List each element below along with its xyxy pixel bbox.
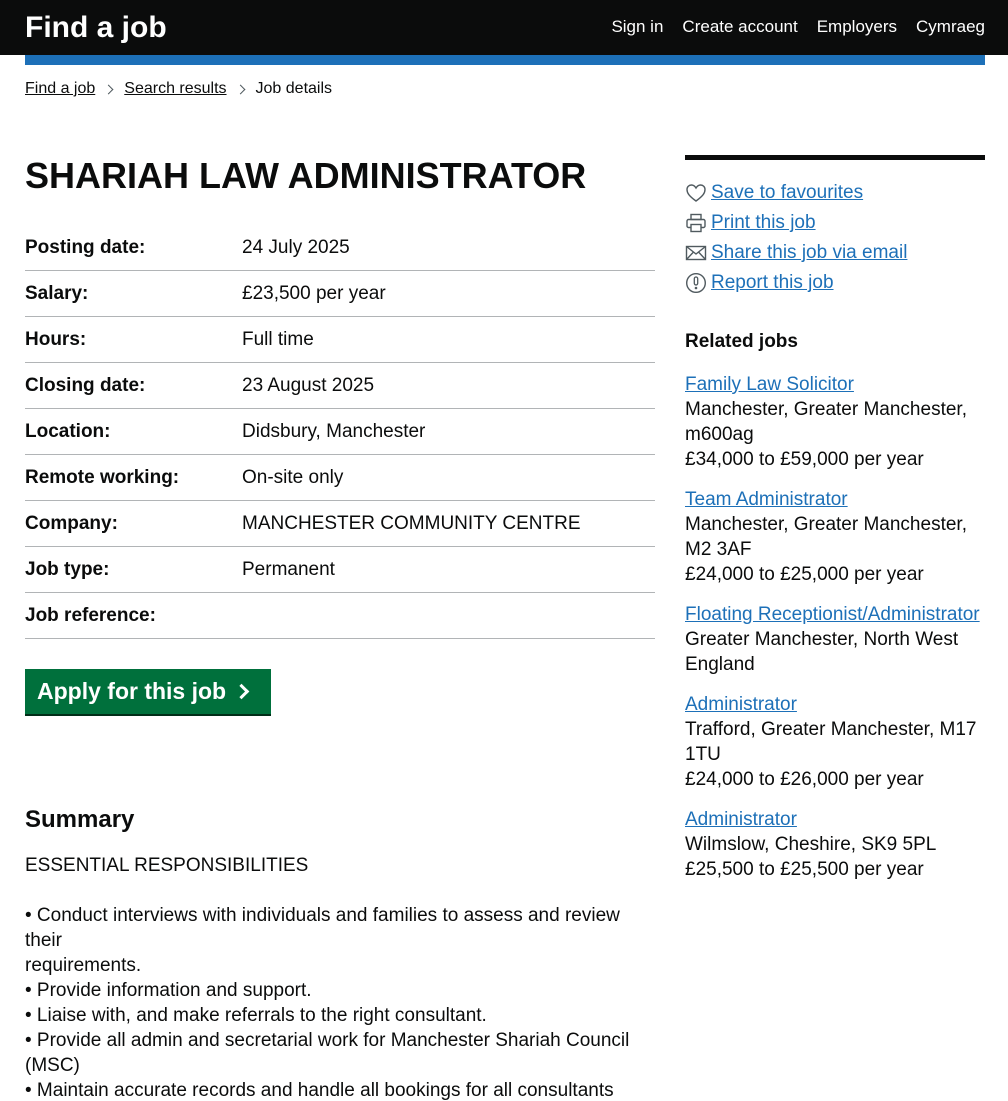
- detail-label: Hours:: [25, 328, 87, 350]
- report-job-link[interactable]: Report this job: [711, 272, 834, 293]
- detail-row: [25, 317, 655, 363]
- summary-responsibilities: • Conduct interviews with individuals and families to assess and review their requirements. • Provide information and support. • Liaise with, and make referrals to the right consultant. • Provide all admin and secretarial work for Manchester Shariah Council (MSC) • Maintain accurate records and handle all bookings for all consultants: [25, 905, 630, 1101]
- sidebar: [685, 155, 985, 897]
- detail-row: [25, 271, 655, 317]
- detail-row: [25, 501, 655, 547]
- header-nav: [611, 17, 985, 37]
- alert-icon: [685, 272, 707, 294]
- job-details-list: [25, 225, 655, 639]
- related-job-title[interactable]: Floating Receptionist/Administrator: [685, 604, 980, 625]
- related-job-location: Manchester, Greater Manchester, m600ag: [685, 399, 967, 445]
- envelope-icon: [685, 242, 707, 264]
- detail-value: MANCHESTER COMMUNITY CENTRE: [242, 512, 581, 534]
- related-job: [685, 807, 985, 882]
- detail-label: Job reference:: [25, 604, 156, 626]
- page-title: SHARIAH LAW ADMINISTRATOR: [25, 155, 587, 196]
- related-job: [685, 602, 985, 677]
- summary-body: [25, 853, 655, 1101]
- detail-row: [25, 363, 655, 409]
- printer-icon: [685, 212, 707, 234]
- detail-label: Salary:: [25, 282, 89, 304]
- share-via-email-link[interactable]: Share this job via email: [711, 242, 908, 263]
- breadcrumb-search-results[interactable]: Search results: [124, 80, 227, 97]
- summary-heading: Summary: [25, 806, 135, 833]
- detail-row: [25, 547, 655, 593]
- apply-button-label: Apply for this job: [37, 678, 227, 704]
- related-job-location: Manchester, Greater Manchester, M2 3AF: [685, 514, 967, 560]
- chevron-right-icon: [235, 84, 245, 94]
- header-accent-bar: [25, 55, 985, 65]
- detail-value: Permanent: [242, 558, 335, 580]
- related-job-title[interactable]: Administrator: [685, 694, 797, 715]
- print-job-link[interactable]: Print this job: [711, 212, 816, 233]
- detail-label: Remote working:: [25, 466, 180, 488]
- chevron-right-icon: [234, 684, 250, 700]
- job-actions: [685, 178, 985, 298]
- detail-value: Full time: [242, 328, 314, 350]
- related-job-title[interactable]: Team Administrator: [685, 489, 848, 510]
- breadcrumb-current: Job details: [255, 80, 333, 97]
- nav-employers[interactable]: Employers: [816, 17, 898, 36]
- nav-sign-in[interactable]: Sign in: [611, 17, 664, 36]
- detail-value: On-site only: [242, 466, 344, 488]
- detail-label: Job type:: [25, 558, 110, 580]
- related-job-title[interactable]: Administrator: [685, 809, 797, 830]
- related-job: [685, 692, 985, 792]
- action-print: [685, 208, 985, 238]
- related-jobs-list: [685, 372, 985, 882]
- chevron-right-icon: [104, 84, 114, 94]
- detail-row: [25, 593, 655, 639]
- detail-value: 23 August 2025: [242, 374, 375, 396]
- detail-row: [25, 455, 655, 501]
- action-report: [685, 268, 985, 298]
- detail-value: Didsbury, Manchester: [242, 420, 426, 442]
- related-job-title[interactable]: Family Law Solicitor: [685, 374, 854, 395]
- detail-value: £23,500 per year: [242, 282, 386, 304]
- related-jobs-heading: Related jobs: [685, 331, 798, 352]
- related-job-salary: £24,000 to £25,000 per year: [685, 564, 924, 585]
- detail-label: Closing date:: [25, 374, 146, 396]
- heart-icon: [685, 182, 707, 204]
- detail-row: [25, 409, 655, 455]
- detail-value: 24 July 2025: [242, 236, 350, 258]
- detail-label: Posting date:: [25, 236, 146, 258]
- detail-row: [25, 225, 655, 271]
- related-job: [685, 487, 985, 587]
- save-to-favourites-link[interactable]: Save to favourites: [711, 182, 864, 203]
- related-job-salary: £34,000 to £59,000 per year: [685, 449, 924, 470]
- breadcrumb: [25, 80, 332, 98]
- related-job-location: Trafford, Greater Manchester, M17 1TU: [685, 719, 977, 765]
- breadcrumb-home[interactable]: Find a job: [25, 80, 96, 97]
- summary-intro: ESSENTIAL RESPONSIBILITIES: [25, 855, 309, 876]
- detail-label: Company:: [25, 512, 118, 534]
- related-job-salary: £24,000 to £26,000 per year: [685, 769, 924, 790]
- site-header: [0, 0, 1008, 55]
- detail-label: Location:: [25, 420, 111, 442]
- brand-link[interactable]: Find a job: [25, 11, 167, 44]
- related-job-location: Greater Manchester, North West England: [685, 629, 959, 675]
- action-share-email: [685, 238, 985, 268]
- related-job-location: Wilmslow, Cheshire, SK9 5PL: [685, 834, 937, 855]
- nav-cymraeg[interactable]: Cymraeg: [916, 17, 985, 36]
- related-job: [685, 372, 985, 472]
- action-save: [685, 178, 985, 208]
- related-job-salary: £25,500 to £25,500 per year: [685, 859, 924, 880]
- sidebar-divider: [685, 155, 985, 160]
- nav-create-account[interactable]: Create account: [682, 17, 798, 36]
- apply-button[interactable]: [25, 669, 271, 714]
